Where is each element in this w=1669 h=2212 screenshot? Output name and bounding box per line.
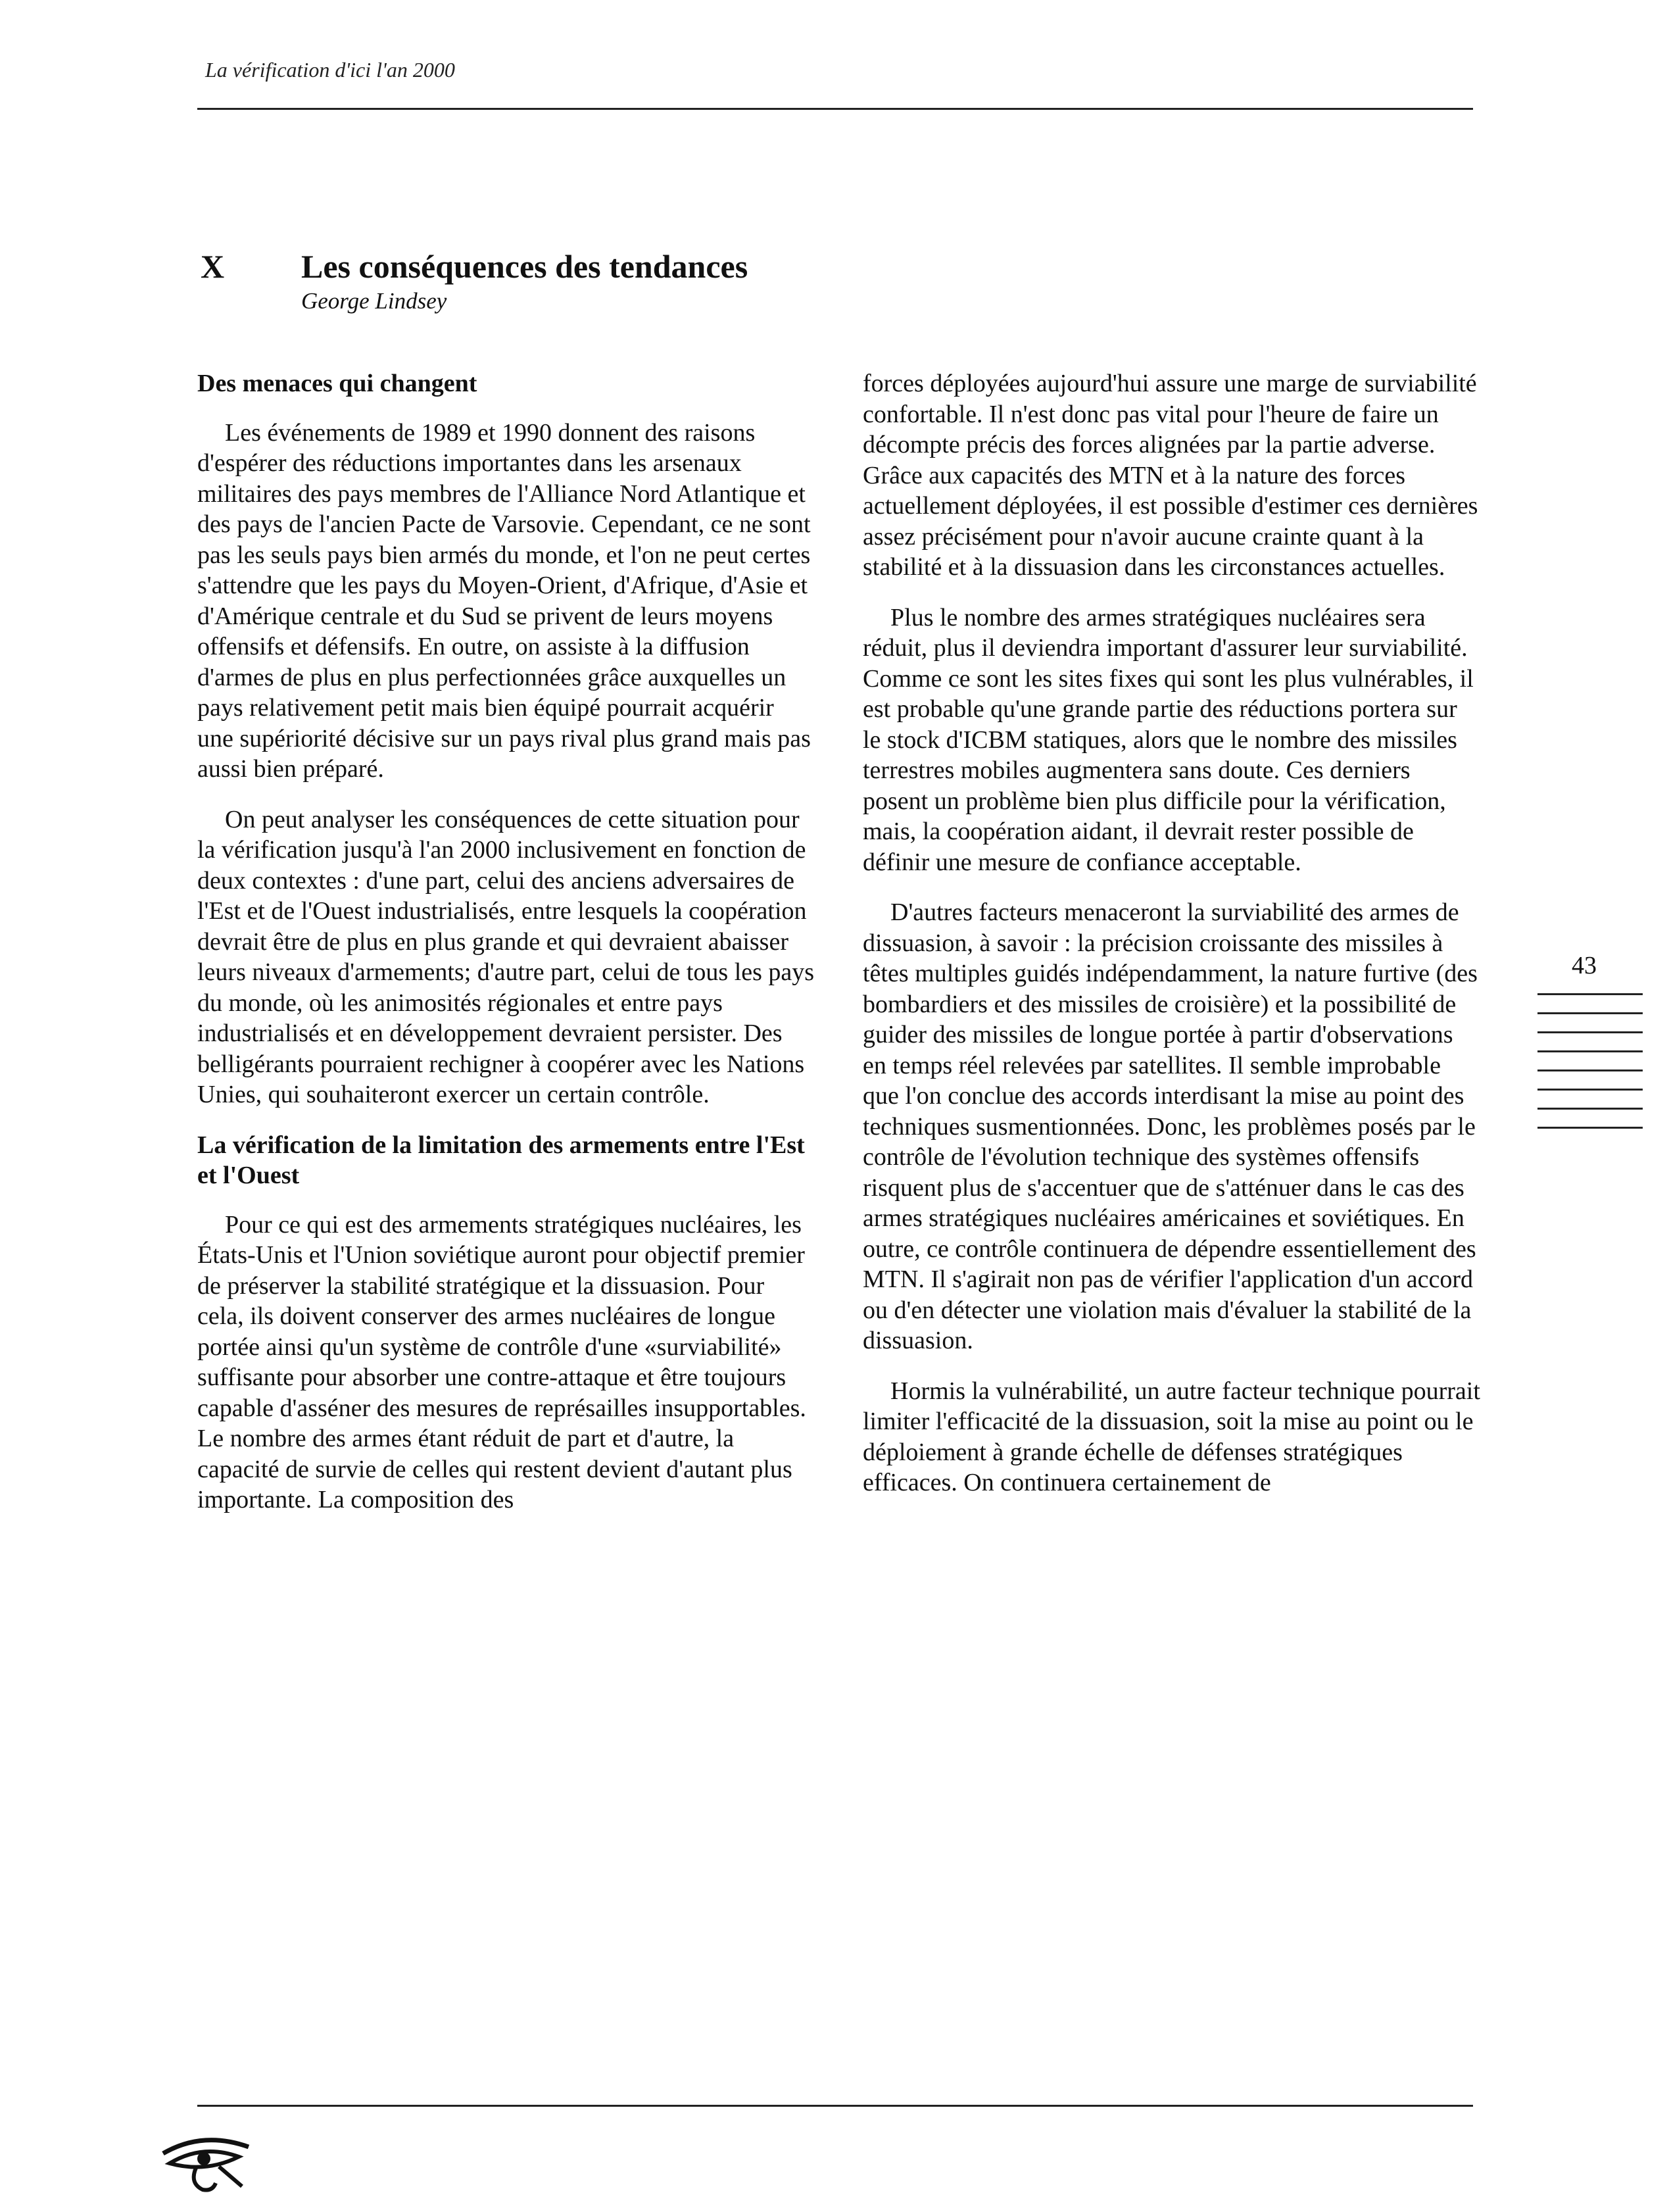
eye-of-horus-icon <box>157 2127 255 2193</box>
margin-line <box>1537 1127 1643 1129</box>
paragraph: forces déployées aujourd'hui assure une marge de surviabilité confortable. Il n'est donc pas vital pour l'heure de faire un décompte précis des forces alignées par la partie adverse. Grâce aux capacités des MTN et à la nature des forces actuellement déployées, il est possible d'estimer ces dernières assez précisément pour n'avoir aucune crainte quant à la stabilité et à la dissuasion dans les circonstances actuelles. <box>863 370 1478 581</box>
page-number: 43 <box>1572 952 1597 979</box>
paragraph: Hormis la vulnérabilité, un autre facteur technique pourrait limiter l'efficacité de la dissuasion, soit la mise au point ou le déploiement à grande échelle de défenses stratégiques efficaces. On continuera certainement de <box>863 1377 1480 1496</box>
section-heading-east-west: La vérification de la limitation des armements entre l'Est et l'Ouest <box>197 1131 805 1189</box>
running-header: La vérification d'ici l'an 2000 <box>205 58 455 82</box>
margin-line <box>1537 1069 1643 1071</box>
section-heading-threats: Des menaces qui changent <box>197 370 477 397</box>
paragraph: Les événements de 1989 et 1990 donnent des raisons d'espérer des réductions importantes dans les arsenaux militaires des pays membres de l'Alliance Nord Atlantique et des pays de l'ancien Pacte de Varsovie. Cependant, ce ne sont pas les seuls pays bien armés du monde, et l'on ne peut certes s'attendre que les pays du Moyen-Orient, d'Afrique, d'Asie et d'Amérique centrale et du Sud se privent de leurs moyens offensifs et défensifs. En outre, on assiste à la diffusion d'armes de plus en plus perfectionnées grâce auxquelles un pays relativement petit mais bien équipé pourrait acquérir une supériorité décisive sur un pays rival plus grand mais pas aussi bien préparé. <box>197 418 811 783</box>
paragraph: Plus le nombre des armes stratégiques nucléaires sera réduit, plus il deviendra important d'assurer leur surviabilité. Comme ce sont les sites fixes qui sont les plus vulnérables, il est probable qu'une grande partie des réductions portera sur le stock d'ICBM statiques, alors que le nombre des missiles terrestres mobiles augmentera sans doute. Ces derniers posent un problème bien plus difficile pour la vérification, mais, la coopération aidant, il devrait rester possible de définir une mesure de confiance acceptable. <box>863 603 1474 876</box>
margin-line <box>1537 1050 1643 1052</box>
paragraph: D'autres facteurs menaceront la surviabilité des armes de dissuasion, à savoir : la précision croissante des missiles à têtes multiples guidés indépendamment, la nature furtive (des bombardiers et des missiles de croisière) et la possibilité de guider des missiles de longue portée à partir d'observations en temps réel relevées par satellites. Il semble improbable que l'on conclue des accords interdisant la mise au point des techniques susmentionnées. Donc, les problèmes posés par le contrôle de l'évolution technique des systèmes offensifs risquent plus de s'accentuer que de s'atténuer dans le cas des armes stratégiques nucléaires américaines et soviétiques. En outre, ce contrôle continuera de dépendre essentiellement des MTN. Il s'agirait non pas de vérifier l'application d'un accord ou d'en détecter une violation mais d'évaluer la stabilité de la dissuasion. <box>863 898 1478 1354</box>
margin-line <box>1537 993 1643 995</box>
chapter-title: Les conséquences des tendances <box>301 248 748 285</box>
margin-decoration <box>1537 993 1643 1146</box>
paragraph: On peut analyser les conséquences de cette situation pour la vérification jusqu'à l'an 2000 inclusivement en fonction de deux contextes : d'une part, celui des anciens adversaires de l'Est et de l'Ouest industrialisés, entre lesquels la coopération devrait être de plus en plus grande et qui devraient abaisser leurs niveaux d'armements; d'autre part, celui de tous les pays du monde, où les animosités régionales et entre pays industrialisés et en développement devraient persister. Des belligérants pourraient rechigner à coopérer avec les Nations Unies, qui souhaiteront exercer un certain contrôle. <box>197 805 815 1108</box>
right-column <box>863 368 1481 1518</box>
chapter-number: X <box>201 248 225 285</box>
margin-line <box>1537 1012 1643 1014</box>
margin-line <box>1537 1108 1643 1110</box>
chapter-author: George Lindsey <box>301 288 447 314</box>
header-rule <box>197 108 1473 110</box>
paragraph: Pour ce qui est des armements stratégiques nucléaires, les États-Unis et l'Union soviétique auront pour objectif premier de préserver la stabilité stratégique et la dissuasion. Pour cela, ils doivent conserver des armes nucléaires de longue portée ainsi qu'un système de contrôle d'une «surviabilité» suffisante pour absorber une contre-attaque et être toujours capable d'asséner des mesures de représailles insupportables. Le nombre des armes étant réduit de part et d'autre, la capacité de survie de celles qui restent devient d'autant plus importante. La composition des <box>197 1210 806 1513</box>
margin-line <box>1537 1031 1643 1033</box>
left-column <box>197 368 815 1535</box>
footer-rule <box>197 2105 1473 2107</box>
margin-line <box>1537 1089 1643 1091</box>
